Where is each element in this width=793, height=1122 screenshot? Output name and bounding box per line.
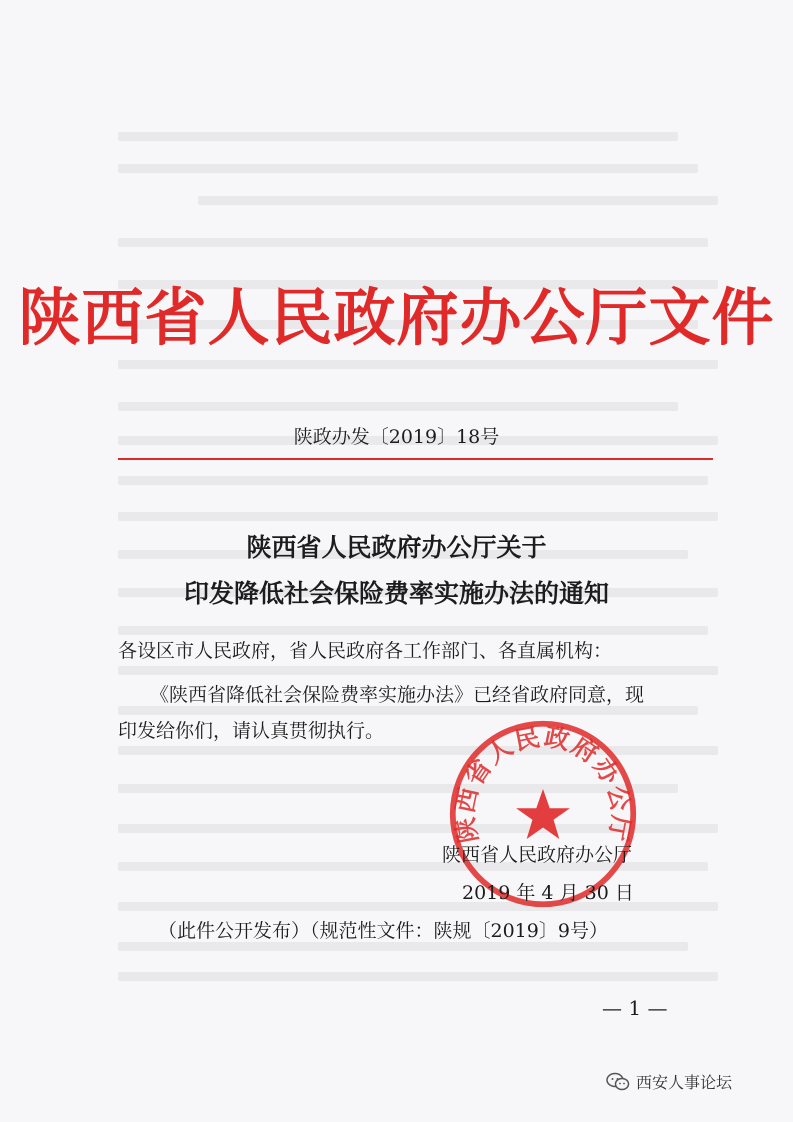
document-header-title: 陕西省人民政府办公厅文件 bbox=[18, 281, 775, 354]
notice-title-line-2: 印发降低社会保险费率实施办法的通知 bbox=[183, 579, 609, 608]
issue-date: 2019 年 4 月 30 日 bbox=[462, 882, 634, 904]
body-line-2: 印发给你们，请认真贯彻执行。 bbox=[118, 720, 385, 742]
document-number: 陕政办发〔2019〕18号 bbox=[293, 426, 500, 448]
notice-title-line-1: 陕西省人民政府办公厅关于 bbox=[246, 533, 547, 562]
addressee-line: 各设区市人民政府，省人民政府各工作部门、各直属机构： bbox=[118, 640, 613, 662]
body-line-1: 《陕西省降低社会保险费率实施办法》已经省政府同意，现 bbox=[150, 684, 645, 706]
wechat-icon bbox=[606, 1072, 630, 1092]
publication-note: （此件公开发布）（规范性文件：陕规〔2019〕9号） bbox=[158, 920, 608, 942]
red-divider bbox=[118, 458, 713, 460]
seal-star-icon bbox=[516, 789, 570, 839]
seal-text: 陕西省人民政府办公厅 bbox=[449, 722, 637, 846]
watermark-text: 西安人事论坛 bbox=[636, 1073, 733, 1092]
page-number: — 1 — bbox=[602, 996, 668, 1020]
signer: 陕西省人民政府办公厅 bbox=[442, 844, 633, 866]
watermark bbox=[606, 1070, 732, 1093]
